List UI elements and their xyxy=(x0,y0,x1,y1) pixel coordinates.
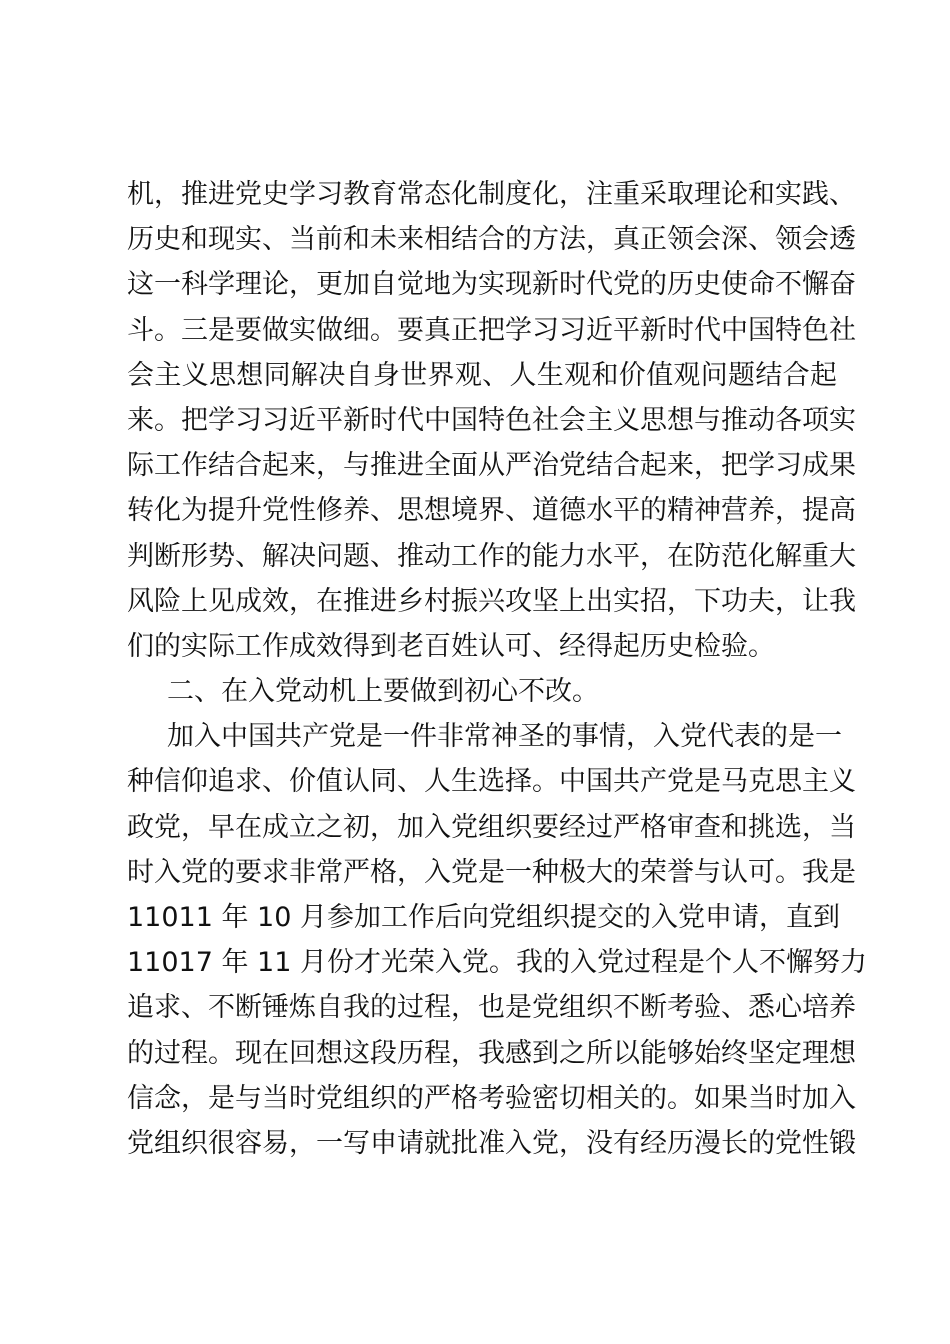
text-line: 判断形势、解决问题、推动工作的能力水平，在防范化解重大 xyxy=(127,540,856,572)
text-line: 机，推进党史学习教育常态化制度化，注重采取理论和实践、 xyxy=(127,179,856,210)
text-line: 种信仰追求、价值认同、人生选择。中国共产党是马克思主义 xyxy=(127,766,856,798)
text-line: 转化为提升党性修养、思想境界、道德水平的精神营养，提高 xyxy=(127,495,856,527)
body-text xyxy=(127,172,867,1166)
text-line: 党组织很容易，一写申请就批准入党，没有经历漫长的党性锻 xyxy=(127,1127,856,1159)
text-line: 历史和现实、当前和未来相结合的方法，真正领会深、领会透 xyxy=(127,224,856,256)
paragraph-end-line: 们的实际工作成效得到老百姓认可、经得起历史检验。 xyxy=(127,630,775,662)
paragraph-first-line: 加入中国共产党是一件非常神圣的事情，入党代表的是一 xyxy=(167,721,842,753)
text-line: 11017 年 11 月份才光荣入党。我的入党过程是个人不懈努力 xyxy=(127,947,867,979)
text-line: 这一科学理论，更加自觉地为实现新时代党的历史使命不懈奋 xyxy=(127,269,856,301)
text-line: 风险上见成效，在推进乡村振兴攻坚上出实招，下功夫，让我 xyxy=(127,585,856,617)
text-line: 来。把学习习近平新时代中国特色社会主义思想与推动各项实 xyxy=(127,404,856,436)
text-line: 斗。三是要做实做细。要真正把学习习近平新时代中国特色社 xyxy=(127,314,856,346)
section-heading: 二、在入党动机上要做到初心不改。 xyxy=(167,676,599,708)
text-line: 11011 年 10 月参加工作后向党组织提交的入党申请，直到 xyxy=(127,902,840,933)
text-line: 政党，早在成立之初，加入党组织要经过严格审查和挑选，当 xyxy=(127,811,856,843)
text-line: 的过程。现在回想这段历程，我感到之所以能够始终坚定理想 xyxy=(127,1037,856,1069)
text-line: 际工作结合起来，与推进全面从严治党结合起来，把学习成果 xyxy=(127,450,856,482)
text-line: 时入党的要求非常严格，入党是一种极大的荣誉与认可。我是 xyxy=(127,856,856,888)
text-line: 追求、不断锤炼自我的过程，也是党组织不断考验、悉心培养 xyxy=(127,992,856,1024)
text-line: 会主义思想同解决自身世界观、人生观和价值观问题结合起 xyxy=(127,359,837,391)
text-line: 信念，是与当时党组织的严格考验密切相关的。如果当时加入 xyxy=(127,1082,856,1114)
